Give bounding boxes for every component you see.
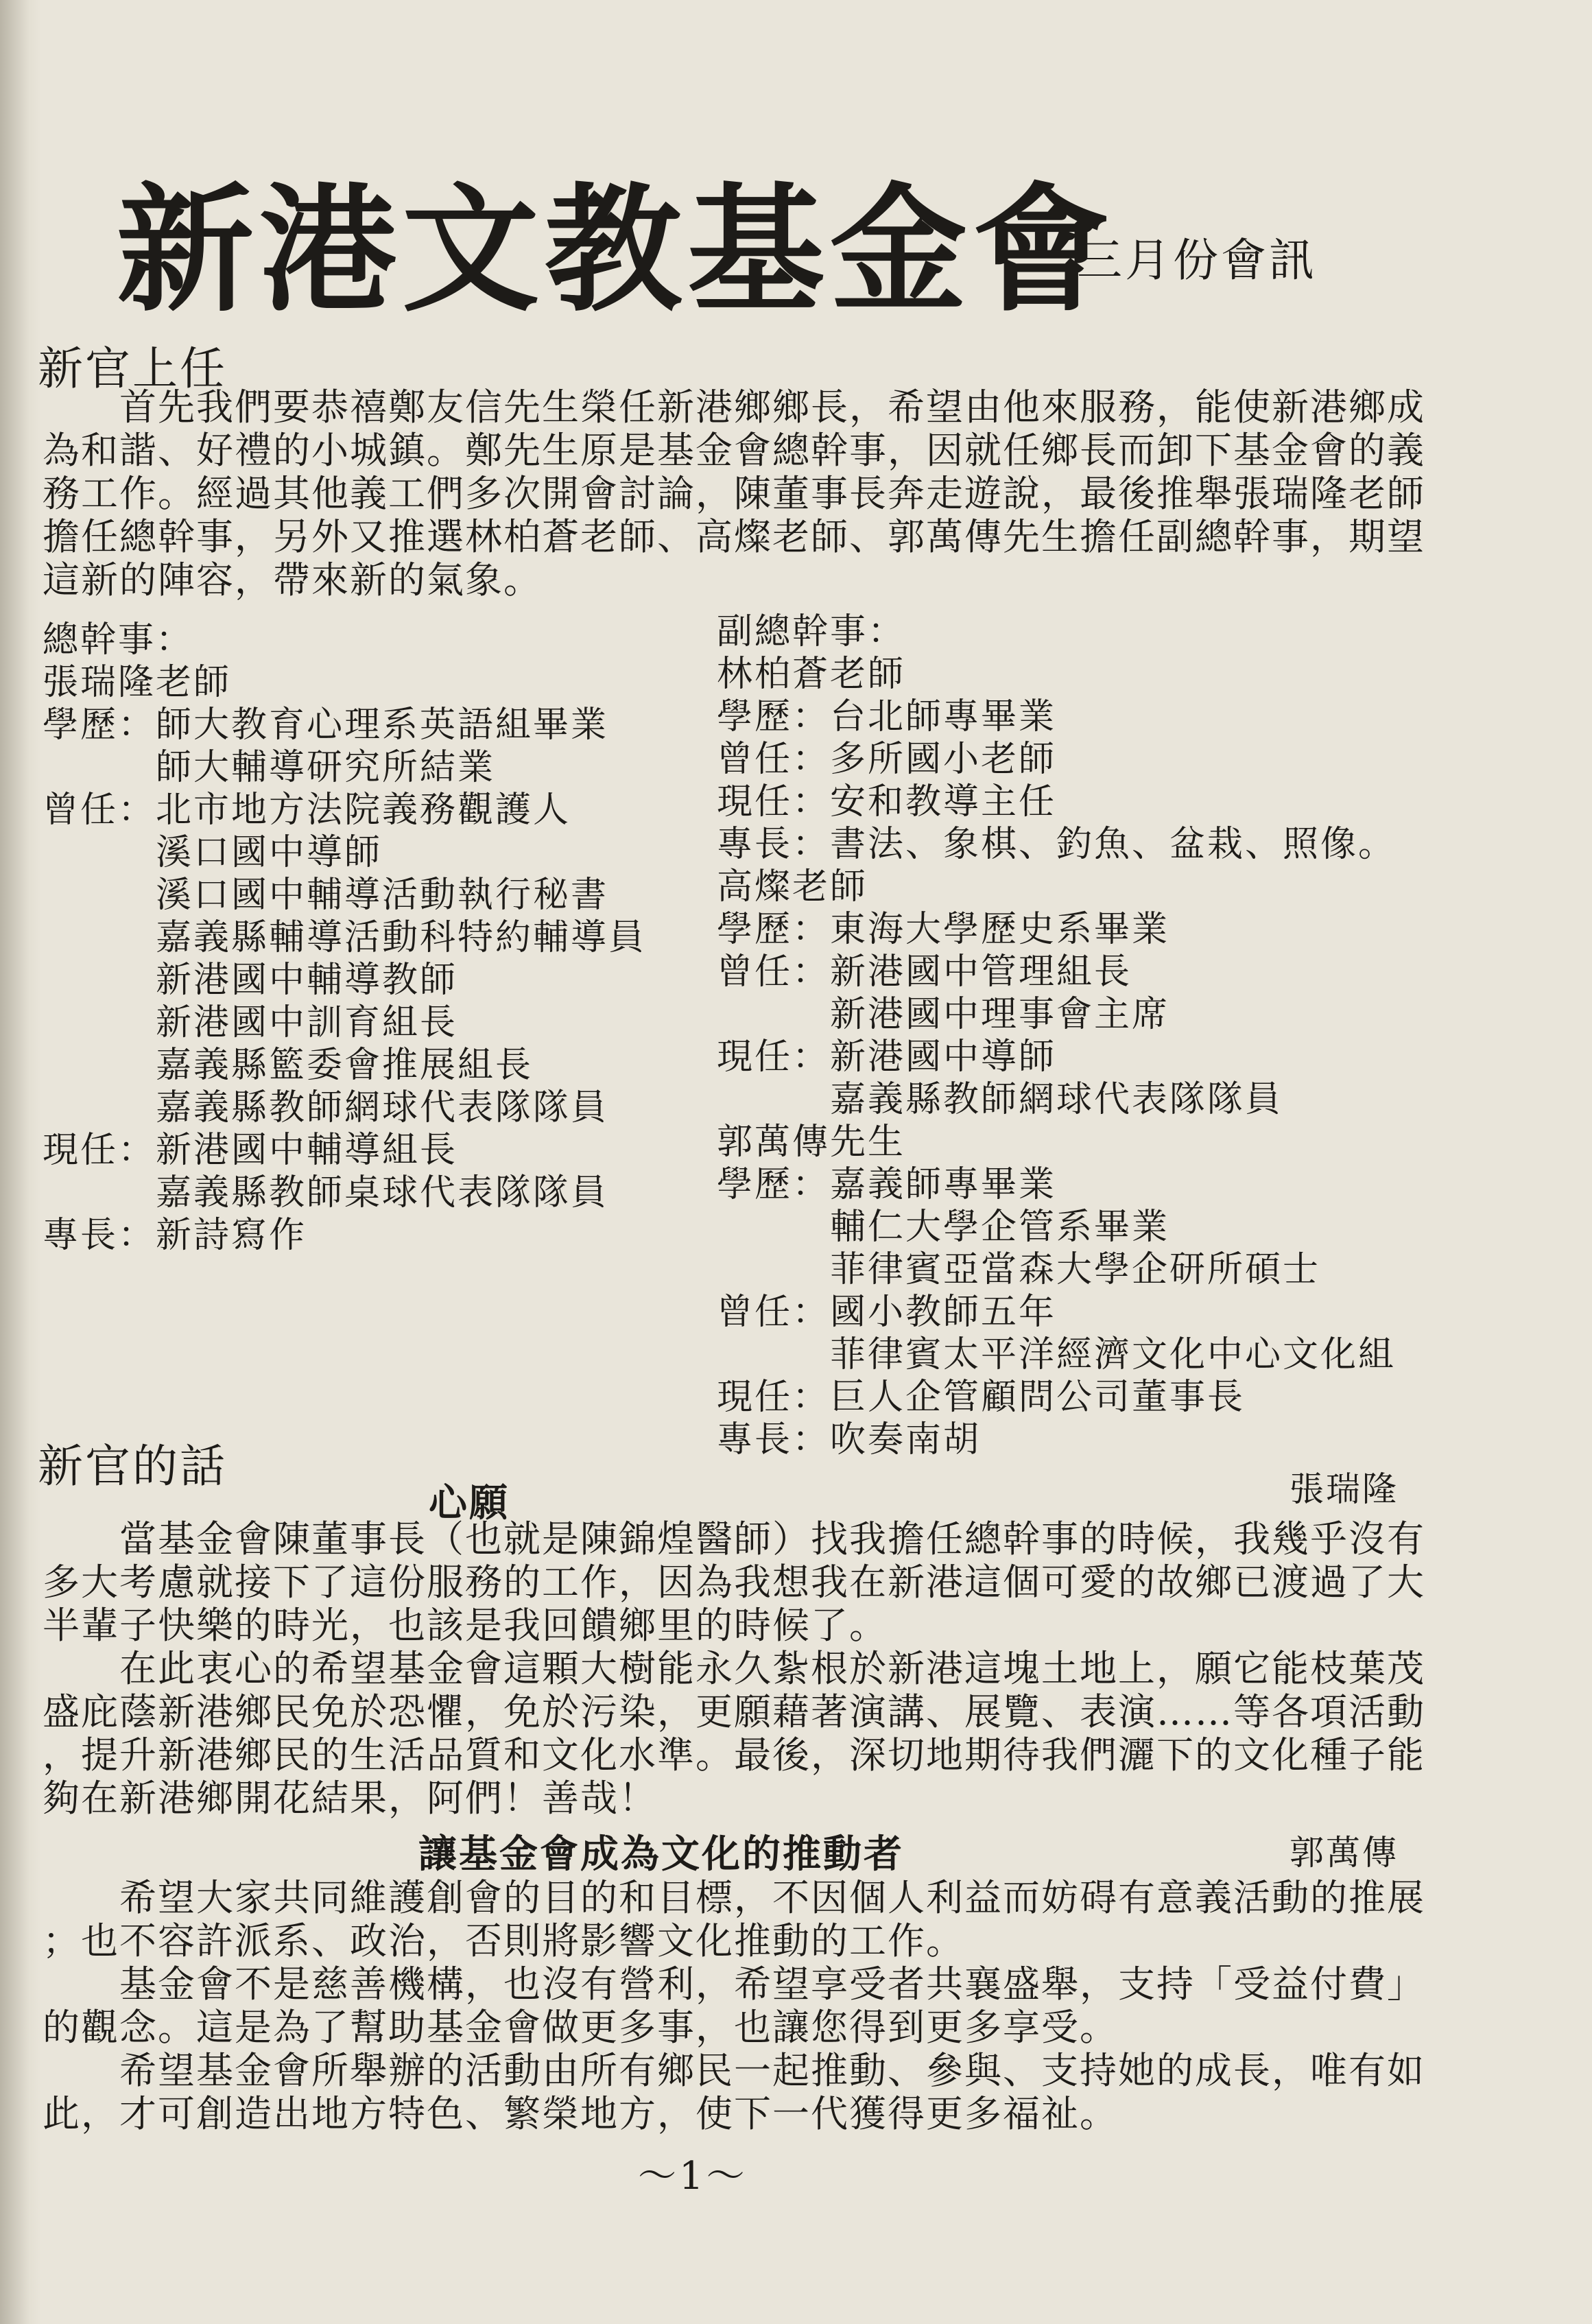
profile-line: 嘉義縣籃委會推展組長 <box>43 1045 534 1086</box>
profile-line: 現任：巨人企管顧問公司董事長 <box>717 1377 1246 1418</box>
profile-line: 學歷：師大教育心理系英語組畢業 <box>43 704 609 746</box>
paragraph-line: 夠在新港鄉開花結果，阿們！善哉！ <box>43 1777 657 1820</box>
profile-line: 菲律賓太平洋經濟文化中心文化組 <box>717 1334 1397 1375</box>
profile-line: 曾任：北市地方法院義務觀護人 <box>43 790 571 831</box>
paragraph-line: ；也不容許派系、政治，否則將影響文化推動的工作。 <box>43 1919 964 1963</box>
paragraph-line: 當基金會陳董事長（也就是陳錦煌醫師）找我擔任總幹事的時候，我幾乎沒有 <box>43 1517 1425 1561</box>
profile-line: 嘉義縣教師網球代表隊隊員 <box>43 1087 609 1128</box>
profile-line: 張瑞隆老師 <box>43 662 232 703</box>
profile-line: 新港國中理事會主席 <box>717 994 1170 1035</box>
profile-line: 專長：新詩寫作 <box>43 1215 307 1256</box>
paragraph-line: 在此衷心的希望基金會這顆大樹能永久紮根於新港這塊土地上，願它能枝葉茂 <box>43 1647 1425 1690</box>
profile-line: 現任：新港國中導師 <box>717 1036 1057 1078</box>
profile-line: 曾任：多所國小老師 <box>717 739 1057 780</box>
paragraph-line: 基金會不是慈善機構，也沒有營利，希望享受者共襄盛舉，支持「受益付費」 <box>43 1963 1425 2006</box>
profile-line: 溪口國中輔導活動執行秘書 <box>43 875 609 916</box>
profile-line: 輔仁大學企管系畢業 <box>717 1207 1170 1248</box>
paragraph-line: 務工作。經過其他義工們多次開會討論，陳董事長奔走遊說，最後推舉張瑞隆老師 <box>43 472 1425 515</box>
profile-line: 嘉義縣輔導活動科特約輔導員 <box>43 917 647 958</box>
paragraph-line: 的觀念。這是為了幫助基金會做更多事，也讓您得到更多享受。 <box>43 2006 1118 2049</box>
article-author: 張瑞隆 <box>1290 1469 1399 1509</box>
page-number: ～1～ <box>638 2154 748 2198</box>
profile-line: 曾任：國小教師五年 <box>717 1292 1057 1333</box>
profile-line: 師大輔導研究所結業 <box>43 747 496 788</box>
profile-line: 專長：吹奏南胡 <box>717 1419 982 1460</box>
article-wish-body <box>43 1517 1425 1820</box>
paragraph-line: 多大考慮就接下了這份服務的工作，因為我想我在新港這個可愛的故鄉已渡過了大 <box>43 1561 1425 1604</box>
paragraph-line: 此，才可創造出地方特色、繁榮地方，使下一代獲得更多福祉。 <box>43 2092 1118 2135</box>
masthead-title: 新港文教基金會 <box>117 169 1116 331</box>
paragraph-line: 為和諧、好禮的小城鎮。鄭先生原是基金會總幹事，因就任鄉長而卸下基金會的義 <box>43 429 1425 472</box>
profile-line: 溪口國中導師 <box>43 832 383 873</box>
profile-line: 高燦老師 <box>717 866 868 908</box>
article-title-culture-promoter: 讓基金會成為文化的推動者 <box>418 1831 904 1877</box>
paragraph-line: 希望基金會所舉辦的活動由所有鄉民一起推動、參與、支持她的成長，唯有如 <box>43 2049 1425 2092</box>
profile-line: 學歷：台北師專畢業 <box>717 696 1057 737</box>
profile-line: 曾任：新港國中管理組長 <box>717 951 1132 993</box>
profile-line: 郭萬傳先生 <box>717 1122 906 1163</box>
profile-line: 林柏蒼老師 <box>717 654 906 695</box>
binding-shadow <box>0 0 41 2324</box>
paragraph-line: 這新的陣容，帶來新的氣象。 <box>43 558 542 602</box>
article-author: 郭萬傳 <box>1290 1833 1399 1873</box>
paragraph-line: 首先我們要恭禧鄭友信先生榮任新港鄉鄉長，希望由他來服務，能使新港鄉成 <box>43 386 1425 429</box>
general-secretary-column <box>43 619 728 1257</box>
article-title-wish: 心願 <box>429 1480 510 1526</box>
profile-line: 現任：新港國中輔導組長 <box>43 1130 458 1171</box>
masthead-subtitle: 三月份會訊 <box>1077 234 1317 287</box>
section-heading-new-officer: 新官上任 <box>38 342 227 395</box>
profile-line: 嘉義縣教師桌球代表隊隊員 <box>43 1172 609 1213</box>
profile-line: 學歷：東海大學歷史系畢業 <box>717 909 1170 950</box>
section-heading-officer-words: 新官的話 <box>38 1440 227 1493</box>
intro-paragraph <box>43 386 1425 602</box>
masthead <box>117 165 1420 336</box>
paragraph-line: 半輩子快樂的時光，也該是我回饋鄉里的時候了。 <box>43 1604 888 1647</box>
profile-line: 現任：安和教導主任 <box>717 781 1057 822</box>
profile-line: 新港國中輔導教師 <box>43 960 458 1001</box>
paragraph-line: ，提升新港鄉民的生活品質和文化水準。最後，深切地期待我們灑下的文化種子能 <box>43 1733 1425 1777</box>
deputy-secretary-column <box>717 610 1437 1461</box>
profile-line: 副總幹事： <box>717 611 906 652</box>
paragraph-line: 希望大家共同維護創會的目的和目標，不因個人利益而妨碍有意義活動的推展 <box>43 1876 1425 1919</box>
profile-line: 嘉義縣教師網球代表隊隊員 <box>717 1079 1283 1120</box>
paragraph-line: 擔任總幹事，另外又推選林柏蒼老師、高燦老師、郭萬傳先生擔任副總幹事，期望 <box>43 515 1425 558</box>
profile-line: 菲律賓亞當森大學企研所碩士 <box>717 1249 1321 1290</box>
article-culture-body <box>43 1876 1425 2135</box>
profile-line: 新港國中訓育組長 <box>43 1002 458 1043</box>
profile-line: 專長：書法、象棋、釣魚、盆栽、照像。 <box>717 824 1397 865</box>
profile-line: 總幹事： <box>43 619 194 661</box>
paragraph-line: 盛庇蔭新港鄉民免於恐懼，免於污染，更願藉著演講、展覽、表演……等各項活動 <box>43 1690 1425 1733</box>
profile-line: 學歷：嘉義師專畢業 <box>717 1164 1057 1205</box>
